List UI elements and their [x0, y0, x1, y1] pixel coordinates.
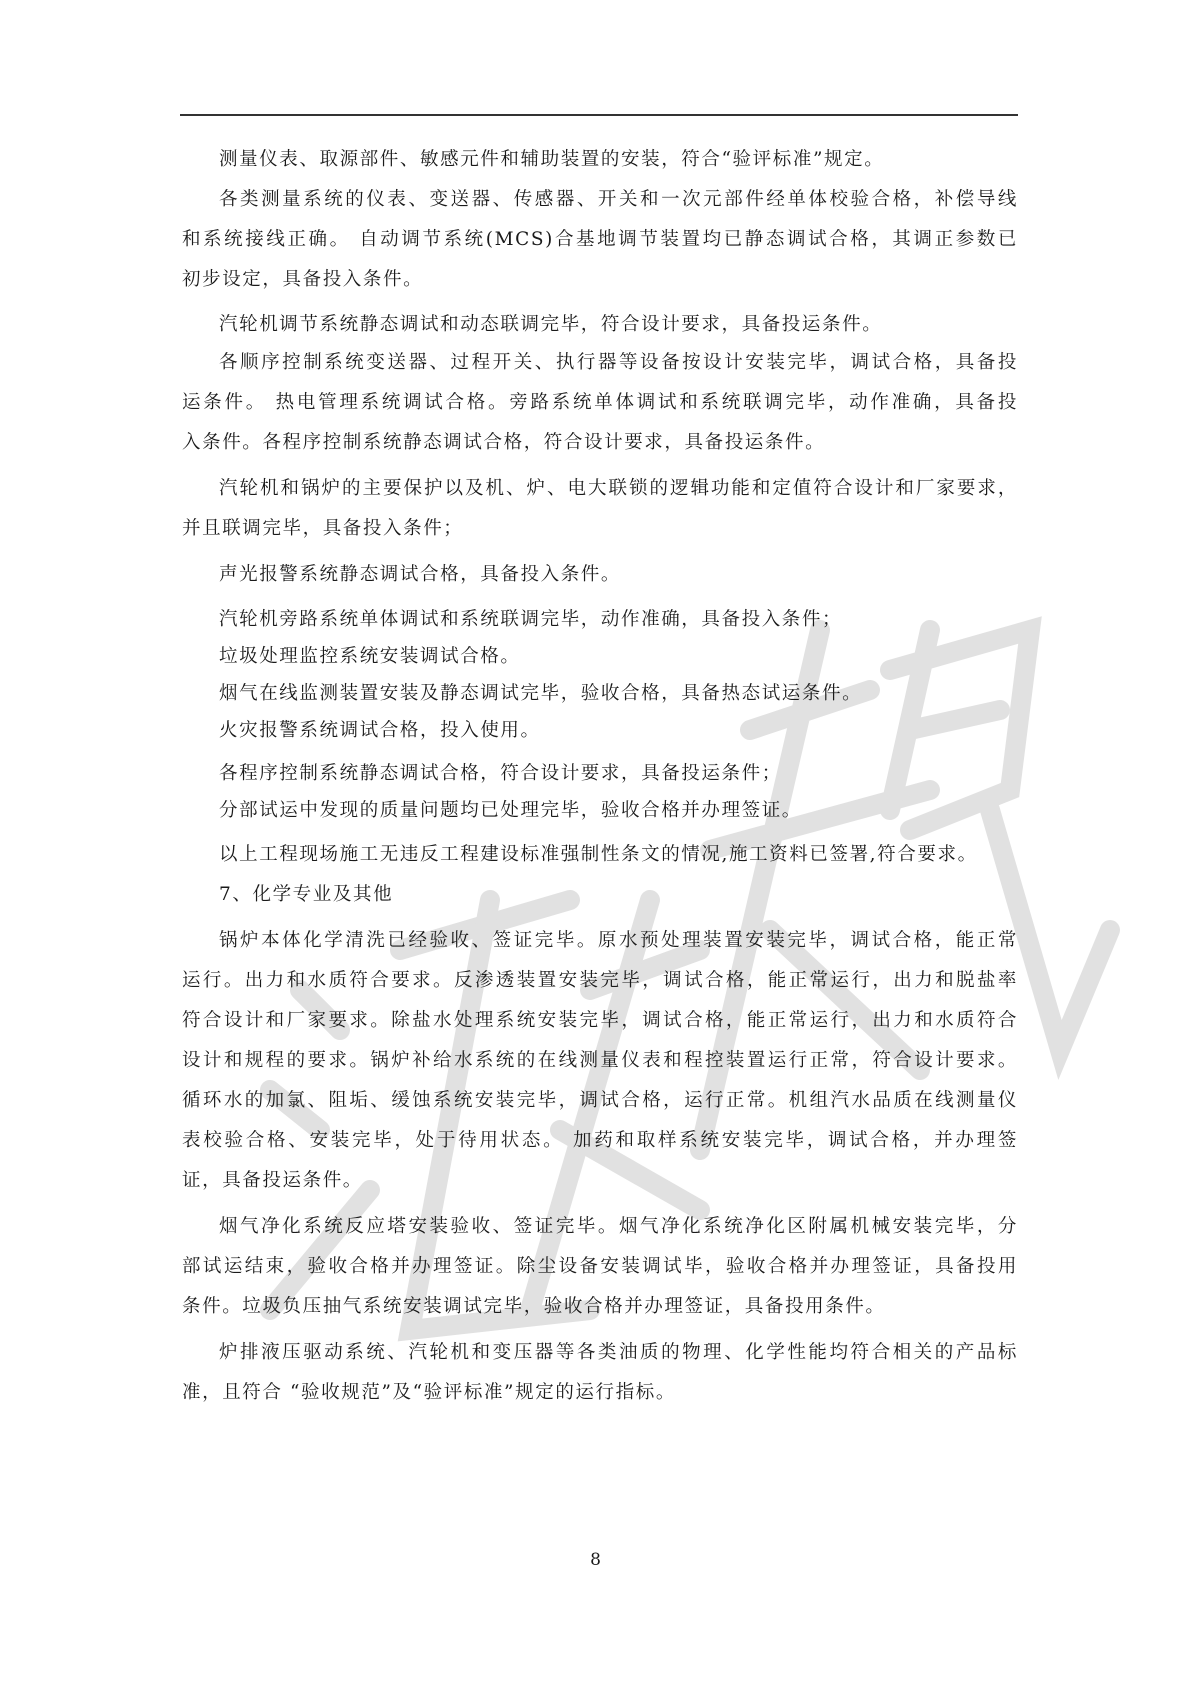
paragraph: [182, 712, 1018, 749]
paragraph: [182, 675, 1018, 712]
text-line: 各类测量系统的仪表、变送器、传感器、开关和一次元部件经单体校验合格，补偿导线: [219, 189, 1018, 210]
paragraph: [182, 306, 1018, 343]
section-heading: 7、化学专业及其他: [219, 884, 394, 905]
paragraph: [182, 792, 1018, 829]
paragraph: [182, 875, 1018, 915]
text-line: 分部试运中发现的质量问题均已处理完毕，验收合格并办理签证。: [219, 800, 802, 821]
text-line: 运条件。 热电管理系统调试合格。旁路系统单体调试和系统联调完毕，动作准确，具备投: [182, 392, 1018, 413]
paragraph: [182, 638, 1018, 675]
text-line: 汽轮机和锅炉的主要保护以及机、炉、电大联锁的逻辑功能和定值符合设计和厂家要求，: [219, 478, 1018, 499]
paragraph: [182, 469, 1018, 549]
header-rule: [180, 114, 1018, 116]
text-line: 符合设计和厂家要求。除盐水处理系统安装完毕，调试合格，能正常运行，出力和水质符合: [182, 1010, 1018, 1031]
text-line: 运行。出力和水质符合要求。反渗透装置安装完毕，调试合格，能正常运行，出力和脱盐率: [182, 970, 1018, 991]
text-line: 以上工程现场施工无违反工程建设标准强制性条文的情况,施工资料已签署,符合要求。: [219, 844, 978, 865]
text-line: 循环水的加氯、阻垢、缓蚀系统安装完毕，调试合格，运行正常。机组汽水品质在线测量仪: [182, 1090, 1018, 1111]
document-body: [182, 140, 1018, 1413]
text-line: 测量仪表、取源部件、敏感元件和辅助装置的安装，符合“验评标准”规定。: [219, 149, 885, 170]
text-line: 烟气在线监测装置安装及静态调试完毕，验收合格，具备热态试运条件。: [219, 683, 863, 704]
text-line: 证，具备投运条件。: [182, 1170, 363, 1191]
text-line: 各顺序控制系统变送器、过程开关、执行器等设备按设计安装完毕，调试合格，具备投: [219, 352, 1018, 373]
paragraph: [182, 1333, 1018, 1413]
text-line: 火灾报警系统调试合格，投入使用。: [219, 720, 541, 741]
text-line: 炉排液压驱动系统、汽轮机和变压器等各类油质的物理、化学性能均符合相关的产品标: [219, 1342, 1018, 1363]
paragraph: [182, 921, 1018, 1201]
text-line: 设计和规程的要求。锅炉补给水系统的在线测量仪表和程控装置运行正常，符合设计要求。: [182, 1050, 1018, 1071]
text-line: 汽轮机旁路系统单体调试和系统联调完毕，动作准确，具备投入条件；: [219, 609, 843, 630]
text-line: 垃圾处理监控系统安装调试合格。: [219, 646, 521, 667]
text-line: 各程序控制系统静态调试合格，符合设计要求，具备投运条件；: [219, 763, 782, 784]
text-line: 汽轮机调节系统静态调试和动态联调完毕，符合设计要求，具备投运条件。: [219, 314, 883, 335]
paragraph: [182, 755, 1018, 792]
text-line: 部试运结束，验收合格并办理签证。除尘设备安装调试毕，验收合格并办理签证，具备投用: [182, 1256, 1018, 1277]
paragraph: [182, 343, 1018, 463]
text-line: 锅炉本体化学清洗已经验收、签证完毕。原水预处理装置安装完毕，调试合格，能正常: [219, 930, 1018, 951]
text-line: 初步设定，具备投入条件。: [182, 269, 424, 290]
paragraph: [182, 601, 1018, 638]
paragraph: [182, 180, 1018, 300]
text-line: 声光报警系统静态调试合格，具备投入条件。: [219, 564, 622, 585]
text-line: 准，且符合 “验收规范”及“验评标准”规定的运行指标。: [182, 1382, 676, 1403]
text-line: 并且联调完毕，具备投入条件；: [182, 518, 464, 539]
paragraph: [182, 140, 1018, 180]
text-line: 烟气净化系统反应塔安装验收、签证完毕。烟气净化系统净化区附属机械安装完毕，分: [219, 1216, 1018, 1237]
paragraph: [182, 555, 1018, 595]
paragraph: [182, 835, 1018, 875]
text-line: 表校验合格、安装完毕，处于待用状态。 加药和取样系统安装完毕，调试合格，并办理签: [182, 1130, 1018, 1151]
page-number: 8: [590, 1550, 601, 1570]
text-line: 条件。垃圾负压抽气系统安装调试完毕，验收合格并办理签证，具备投用条件。: [182, 1296, 886, 1317]
text-line: 入条件。各程序控制系统静态调试合格，符合设计要求，具备投运条件。: [182, 432, 826, 453]
text-line: 和系统接线正确。 自动调节系统(MCS)合基地调节装置均已静态调试合格，其调正参数已: [182, 229, 1018, 250]
paragraph: [182, 1207, 1018, 1327]
